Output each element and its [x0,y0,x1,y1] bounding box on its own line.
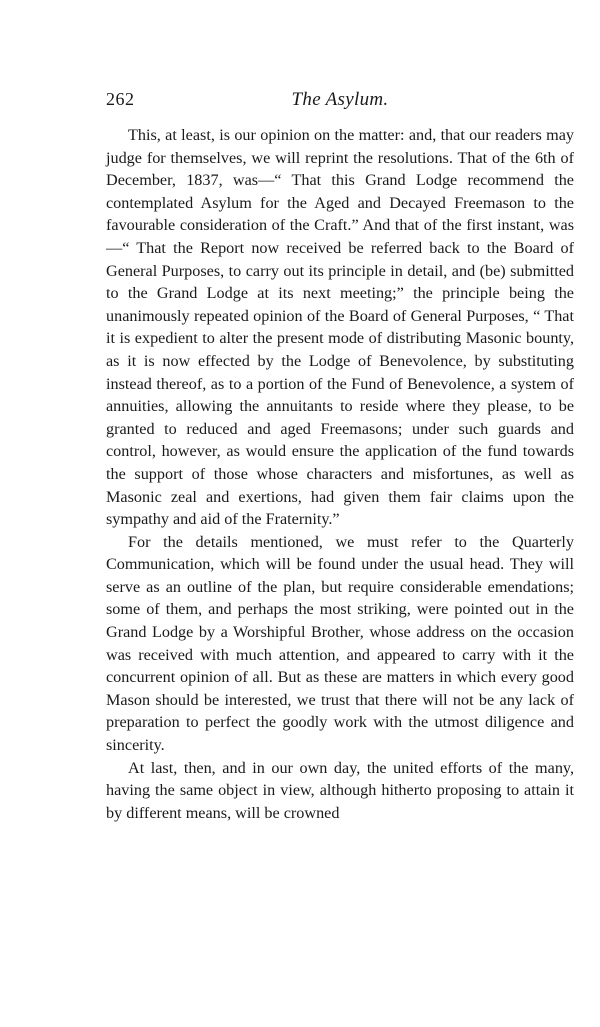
paragraph-1: This, at least, is our opinion on the matter: and, that our readers may judge for themselves, we will reprint the resolutions. That of the 6th of December, 1837, was—“ That this Grand Lodge recommend the contemplated Asylum for the Aged and Decayed Freemason to the favourable consideration of the Craft.” And that of the first instant, was—“ That the Report now received be referred back to the Board of General Purposes, to carry out its principle in detail, and (be) submitted to the Grand Lodge at its next meeting;” the principle being the unanimously repeated opinion of the Board of General Purposes, “ That it is expedient to alter the present mode of distributing Masonic bounty, as it is now effected by the Lodge of Benevolence, by substituting instead thereof, as to a portion of the Fund of Benevolence, a system of annuities, allowing the annuitants to reside where they please, to be granted to reduced and aged Freemasons; under such guards and control, however, as would ensure the application of the fund towards the support of those whose characters and misfortunes, as well as Masonic zeal and exertions, had given them fair claims upon the sympathy and aid of the Fraternity.” [106,126,574,529]
running-title: The Asylum. [291,89,389,110]
body-text [106,124,574,824]
paragraph-2: For the details mentioned, we must refer to the Quarterly Communication, which will be found under the usual head. They will serve as an outline of the plan, but require considerable emendations; some of them, and perhaps the most striking, were pointed out in the Grand Lodge by a Worshipful Brother, whose address on the occasion was received with much attention, and appeared to carry with it the concurrent opinion of all. But as these are matters in which every good Mason should be interested, we trust that there will not be any lack of preparation to perfect the goodly work with the utmost diligence and sincerity. [106,532,574,755]
page-header [106,89,574,115]
page-number: 262 [106,89,135,109]
paragraph-3: At last, then, and in our own day, the united efforts of the many, having the same object in view, although hitherto proposing to attain it by different means, will be crowned [106,758,574,822]
